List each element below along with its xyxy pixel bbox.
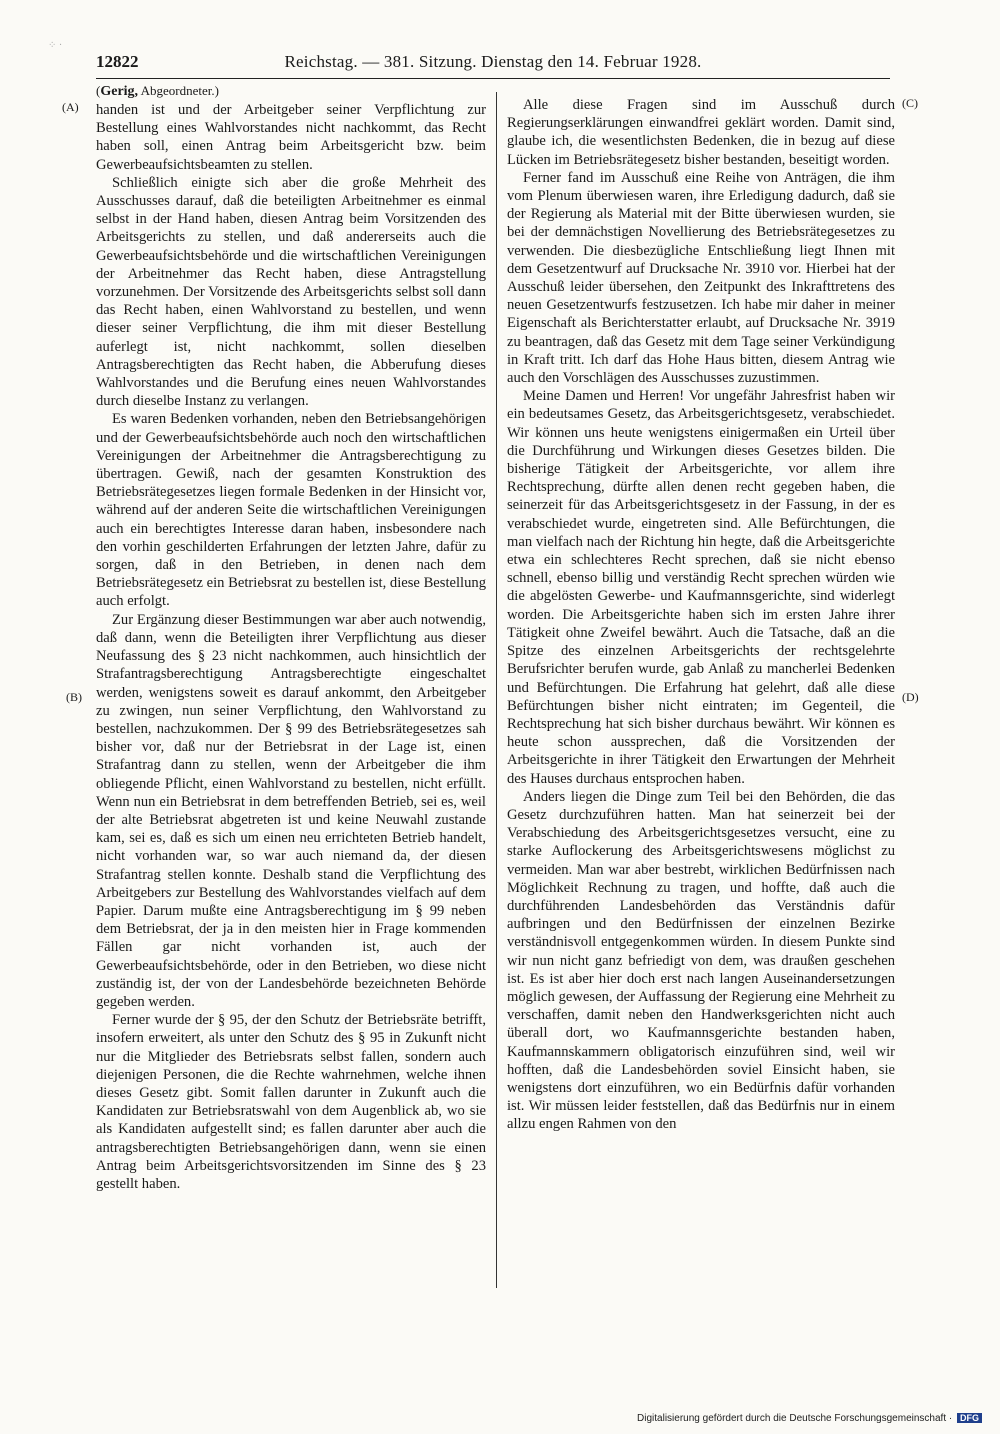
margin-marker-d: (D) [902, 690, 919, 704]
paragraph: Meine Damen und Herren! Vor ungefähr Jahresfrist haben wir ein bedeutsames Gesetz, das Arbeitsgerichtsgesetz, verabschiedet. Wir können uns heute wenigstens einigermaßen ein Urteil über die Durchführung und Wirkungen dieses Gesetzes bilden. Die bisherige Tätigkeit der Arbeitsgerichte, vor allem ihre Rechtsprechung, dürfte allen denen recht gegeben haben, die seinerzeit für das Arbeitsgerichtsgesetz in der Fassung, in der es verabschiedet wurde, eingetreten sind. Alle Befürchtungen, die man vielfach nach der Richtung hin hegte, daß die Arbeitsgerichte etwa ein schlechteres Recht sprechen, daß sie nicht ebenso schnell, ebenso billig und verständig Recht sprechen würden wie die abgelösten Gewerbe- und Kaufmannsgerichte, sind widerlegt worden. Die Arbeitsgerichte haben sich im ersten Jahre ihrer Tätigkeit ohne Zweifel bewährt. Auch die Tatsache, daß an die Spitze des einzelnen Arbeitsgerichts der rechtsgelehrte Berufsrichter berufen wurde, gab Anlaß zu mancherlei Bedenken und Befürchtungen. Die Erfahrung hat gelehrt, daß alle diese Befürchtungen bisher nicht eintraten; im Gegenteil, die Rechtsprechung hat sich bisher durchaus bewährt. Wir können es heute schon aussprechen, daß die Vorsitzenden der Arbeitsgerichte in ihrer Tätigkeit den Erwartungen der Mehrheit des Hauses durchaus entsprochen haben. [507, 388, 895, 787]
right-column [507, 96, 895, 1134]
paragraph: Ferner wurde der § 95, der den Schutz der Betriebsräte betrifft, insofern erweitert, als unter den Schutz des § 95 in Zukunft nicht nur die Mitglieder des Betriebsrats selbst fallen, sondern auch diejenigen Personen, die die Rechte wahrnehmen, welche ihnen dieses Gesetz gibt. Somit fallen darunter in Zukunft auch die Kandidaten zur Betriebsratswahl von dem Augenblick ab, wo sie als Kandidaten aufgestellt sind; es fallen darunter aber auch die antragsberechtigten Betriebsangehörigen dann, wenn sie einen Antrag beim Arbeitsgerichtsvorsitzenden im Sinne des § 23 gestellt haben. [96, 1012, 486, 1192]
paragraph: Anders liegen die Dinge zum Teil bei den Behörden, die das Gesetz durchzuführen hatten. Man hat seinerzeit bei der Verabschiedung des Arbeitsgerichtsgesetzes versucht, eine zu starke Auflockerung des Arbeitsgerichtswesens möglichst zu vermeiden. Man war aber bestrebt, wirklichen Bedürfnissen nach Möglichkeit Rechnung zu tragen, und hoffte, daß auch die durchführenden Landesbehörden das Verständnis dafür aufbringen und den Bedürfnissen der einzelnen Bezirke verständnisvoll entgegenkommen würden. In diesem Punkte sind wir nun nicht ganz befriedigt von dem, was draußen geschehen ist. Es ist aber hier doch erst nach langen Auseinandersetzungen möglich gewesen, der Auffassung der Regierung eine Mehrheit zu verschaffen, damit neben den Handwerksgerichten nicht auch überall dort, wo Kaufmannsgerichte bestanden haben, Kaufmannskammern obligatorisch einzuführen sind, weil wir hofften, daß die Landesbehörden soviel Einsicht haben, sie wenigstens dort einzuführen, wo ein Bedürfnis dafür vorhanden ist. Wir müssen leider feststellen, daß das Bedürfnis nur in einem allzu engen Rahmen von den [507, 788, 895, 1133]
paragraph: Ferner fand im Ausschuß eine Reihe von Anträgen, die ihm vom Plenum überwiesen waren, ihre Erledigung dadurch, daß sie der Regierung als Material mit der Bitte überwiesen wurden, sie bei der demnächstigen Novellierung des Betriebsrätegesetzes zu verwenden. Die diesbezügliche Entschließung liegt Ihnen mit dem Gesetzentwurf auf Drucksache Nr. 3910 vor. Hierbei hat der Ausschuß leider übersehen, den Zeitpunkt des Inkrafttretens des neuen Gesetzentwurfs festzusetzen. Ich habe mir daher in meiner Eigenschaft als Berichterstatter erlaubt, auf Drucksache Nr. 3919 zu beantragen, daß das Gesetz mit dem Tage seiner Verkündigung in Kraft tritt. Ich darf das Hohe Haus bitten, diesem Antrag wie auch den Vorschlägen des Ausschusses zuzustimmen. [507, 169, 895, 387]
column-divider [496, 92, 497, 1288]
margin-marker-b: (B) [66, 690, 82, 704]
speaker-name: Gerig, [100, 84, 139, 99]
left-column [96, 82, 486, 1193]
page-header [96, 52, 890, 79]
digitization-credit [637, 1413, 982, 1424]
dfg-logo: DFG [957, 1413, 982, 1423]
margin-marker-c: (C) [902, 96, 918, 110]
running-head: Reichstag. — 381. Sitzung. Dienstag den 14. Februar 1928. [284, 52, 702, 71]
speaker-line [96, 82, 486, 101]
margin-marker-a: (A) [62, 100, 79, 114]
credit-text: Digitalisierung gefördert durch die Deutsche Forschungsgemeinschaft · [637, 1413, 953, 1424]
speaker-open-paren: ( [96, 83, 101, 98]
paragraph: Alle diese Fragen sind im Ausschuß durch Regierungserklärungen einwandfrei geklärt worden. Damit sind, glaube ich, die wesentlichsten Bedenken, die in bezug auf diese Lücken im Betriebsrätegesetz bisher bestanden, beseitigt worden. [507, 97, 895, 168]
paragraph: Schließlich einigte sich aber die große Mehrheit des Ausschusses darauf, daß die beteiligten Arbeitnehmer es einmal selbst in der Hand haben, diesen Antrag beim Vorsitzenden des Arbeitsgerichts zu stellen, und daß andererseits auch die Gewerbeaufsichtsbehörde und die wirtschaftlichen Vereinigungen der Arbeitnehmer das Recht haben, diese Antragstellung vorzunehmen. Der Vorsitzende des Arbeitsgerichts selbst soll dann das Recht haben, einen Wahlvorstand zu bestellen, und wenn dieser seiner Verpflichtung, die ihm mit dieser Bestellung auferlegt ist, nicht nachkommt, sollen dieselben Antragsberechtigten das Recht haben, die Abberufung dieses Wahlvorstandes und die Berufung eines neuen Wahlvorstandes durch dieselbe Instanz zu verlangen. [96, 174, 486, 410]
paragraph: handen ist und der Arbeitgeber seiner Verpflichtung zur Bestellung eines Wahlvorstandes nicht nachkommt, das Recht haben soll, einen Antrag beim Arbeitsgericht bzw. beim Gewerbeaufsichtsbeamten zu stellen. [96, 102, 486, 173]
page-number: 12822 [96, 52, 139, 71]
paragraph: Zur Ergänzung dieser Bestimmungen war aber auch notwendig, daß dann, wenn die Beteiligten ihrer Verpflichtung aus dieser Neufassung des § 23 nicht nachkommen, auch hinsichtlich der Strafantragsberechtigung Antragsberechtigte eingeschaltet werden, wenigstens soweit es darauf ankommt, den Arbeitgeber zu zwingen, nun seiner Verpflichtung, den Wahlvorstand zu bestellen, nachzukommen. Der § 99 des Betriebsrätegesetzes sah bisher vor, daß nur der Betriebsrat in der Lage ist, einen Strafantrag dann zu stellen, wenn der Arbeitgeber die ihm obliegende Pflicht, einen Wahlvorstand zu bestellen, nicht erfüllt. Wenn nun ein Betriebsrat in dem betreffenden Betrieb, sei es, weil der alte Betriebsrat abgetreten ist und keine Neuwahl zustande kam, sei es, daß es sich um einen neu errichteten Betrieb handelt, nicht vorhanden war, so war auch niemand da, der diesen Strafantrag stellen konnte. Deshalb stand die Verpflichtung des Arbeitgebers zur Bestellung des Wahlvorstandes vielfach auf dem Papier. Darum mußte eine Antragsberechtigung im § 99 neben dem Betriebsrat, der ja in den meisten hier in Frage kommenden Fällen gar nicht vorhanden ist, auch der Gewerbeaufsichtsbehörde, oder in den Betrieben, wo diese nicht zuständig ist, der von der Landesbehörde bezeichneten Behörde gegeben werden. [96, 611, 486, 1010]
speaker-role: Abgeordneter.) [140, 83, 219, 98]
paragraph: Es waren Bedenken vorhanden, neben den Betriebsangehörigen und der Gewerbeaufsichtsbehörde auch noch den wirtschaftlichen Vereinigungen der Arbeitnehmer die Antragsberechtigung zu übertragen. Gewiß, nach der gesamten Konstruktion des Betriebsrätegesetzes liegen formale Bedenken in der Hinsicht vor, während auf der anderen Seite die wirtschaftlichen Vereinigungen auch ein berechtigtes Interesse daran haben, insbesondere nach den vorhin geschilderten Erfahrungen der letzten Jahre, dafür zu sorgen, daß in den Betrieben, in denen nach dem Betriebsrätegesetz ein Betriebsrat zu bestellen ist, diese Bestellung auch erfolgt. [96, 411, 486, 610]
scan-corner-mark: ⁘ · [48, 40, 63, 51]
